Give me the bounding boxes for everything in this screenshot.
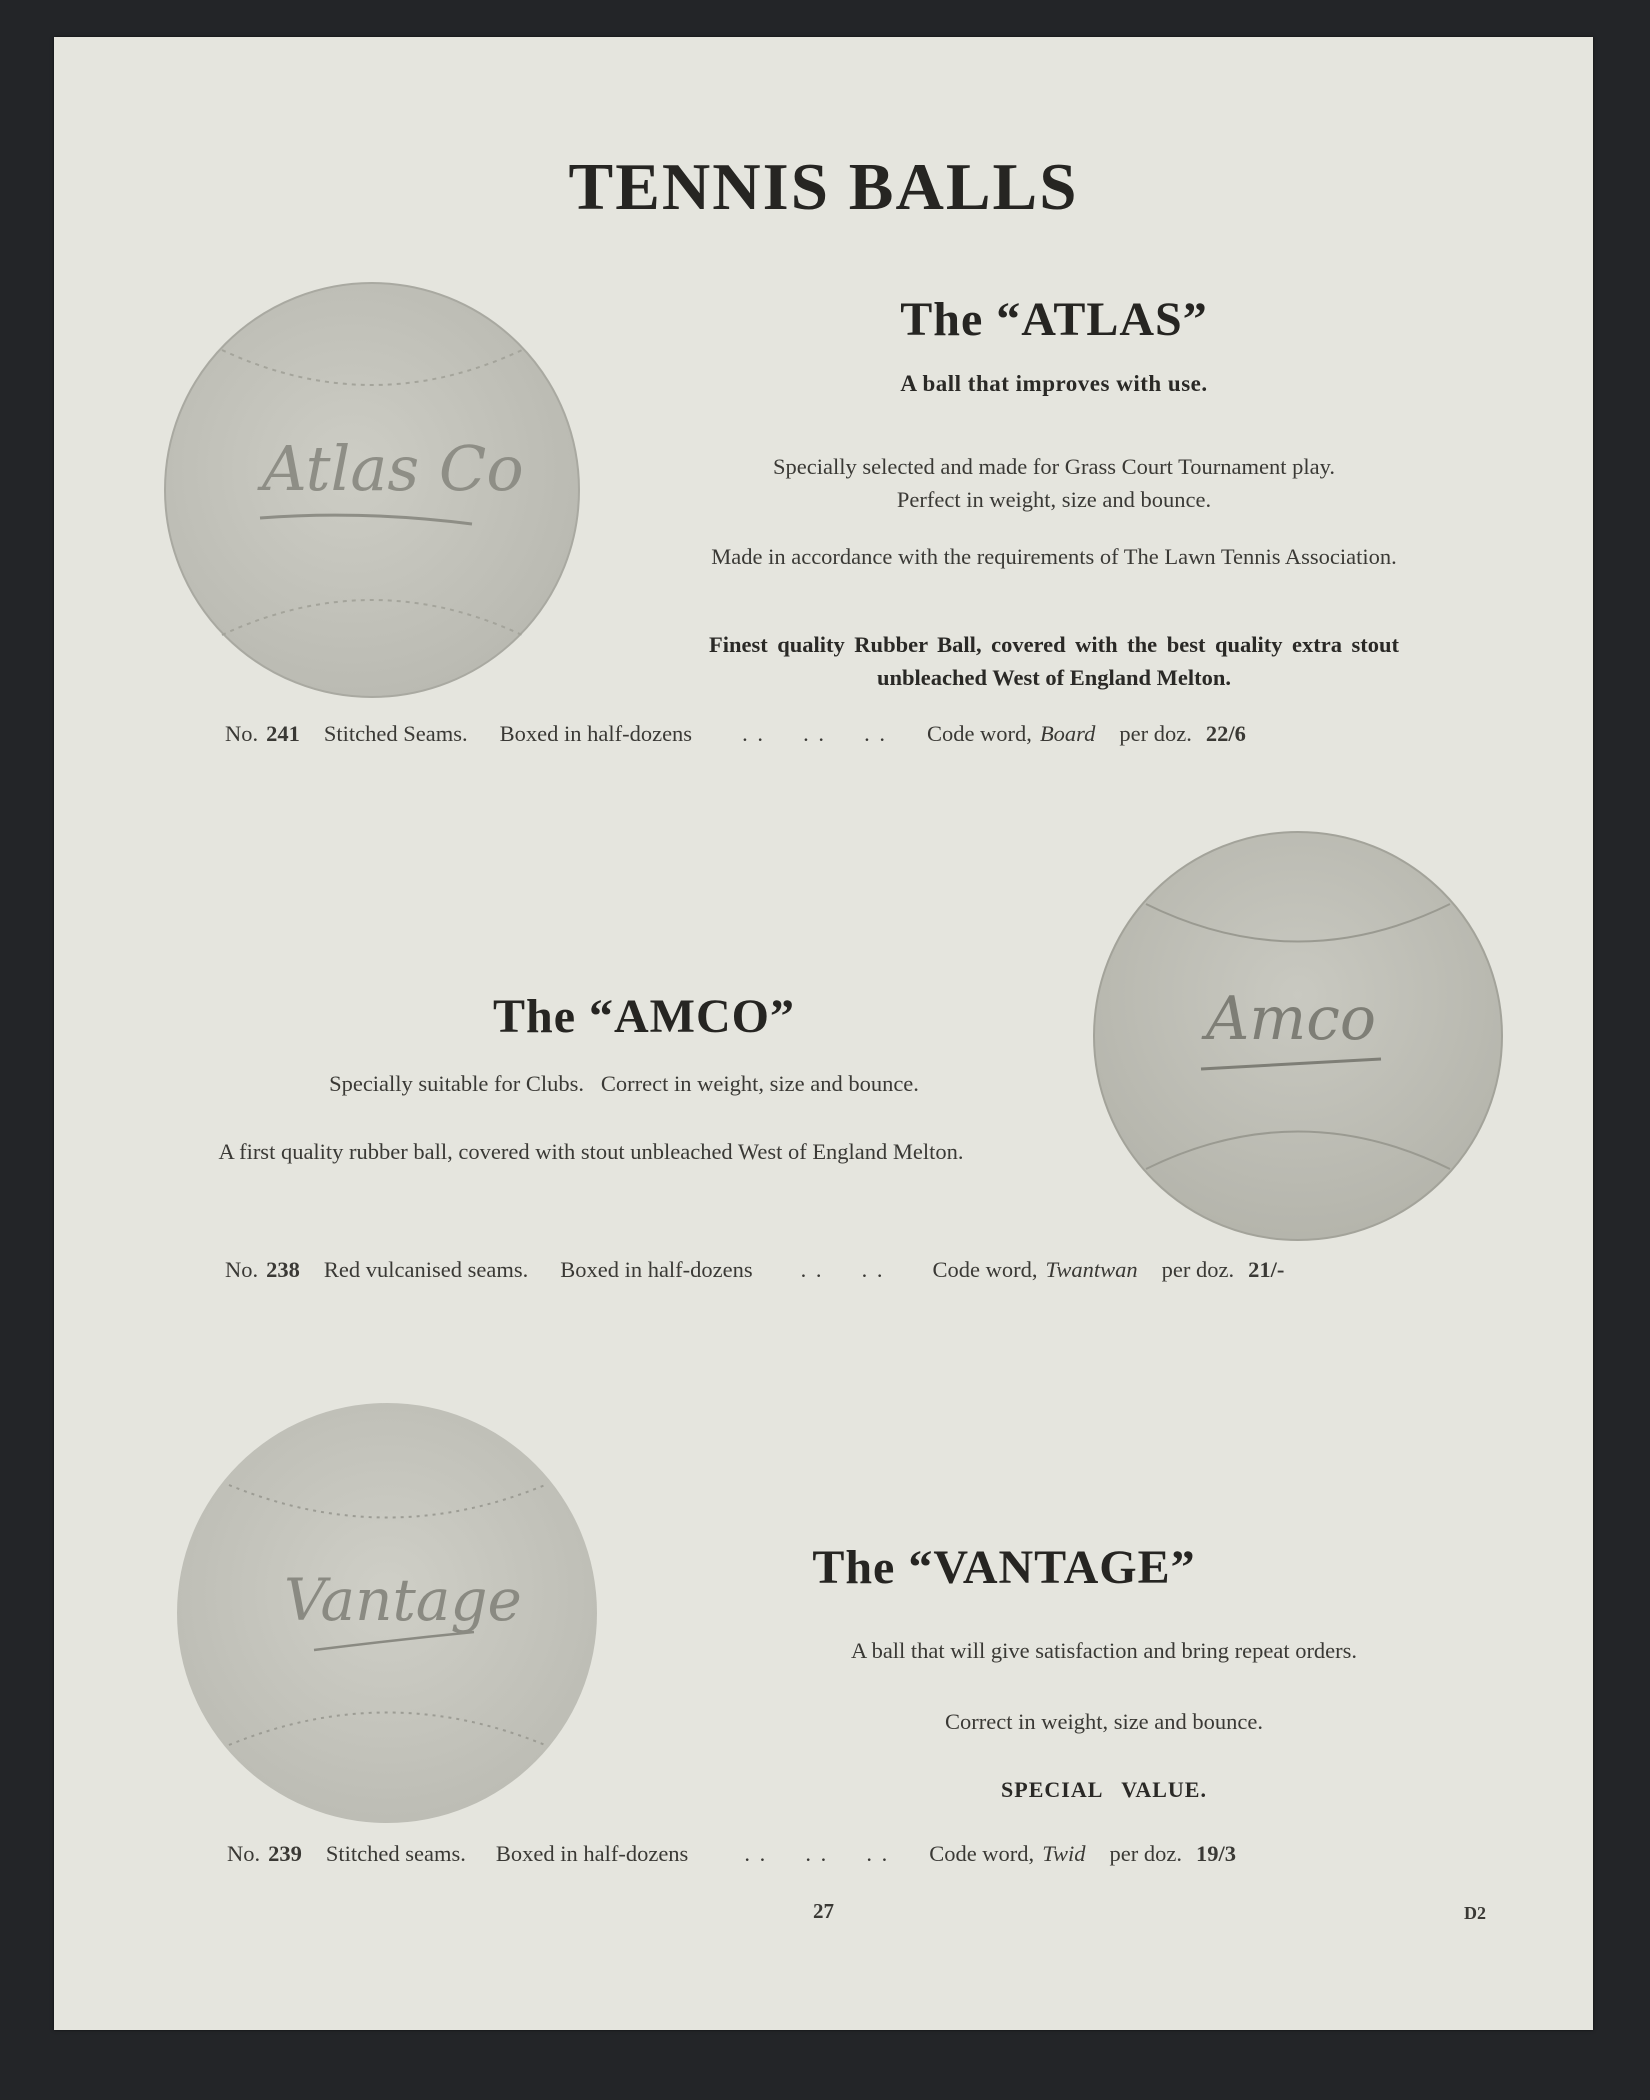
amco-no-label: No. — [225, 1257, 259, 1282]
vantage-price: 19/3 — [1196, 1841, 1237, 1866]
atlas-description-3: Finest quality Rubber Ball, covered with the best quality extra stout unbleached West of England Melton. — [709, 632, 1399, 690]
vantage-ball-image — [174, 1400, 600, 1826]
amco-description-2: A first quality rubber ball, covered with stout unbleached West of England Melton. — [218, 1139, 964, 1164]
amco-price: 21/- — [1248, 1257, 1285, 1282]
vantage-code-word: Twid — [1042, 1841, 1086, 1866]
vantage-description-2: Correct in weight, size and bounce. — [944, 1709, 1264, 1734]
vantage-spec-line — [227, 1841, 1236, 1867]
atlas-seams: Stitched Seams. — [323, 721, 468, 746]
atlas-ball-script: Atlas Co — [262, 432, 524, 505]
amco-code-label: Code word, — [932, 1257, 1038, 1282]
amco-seams: Red vulcanised seams. — [323, 1257, 529, 1282]
vantage-dots: . . . . . . — [744, 1841, 890, 1866]
atlas-no-label: No. — [225, 721, 259, 746]
atlas-code-label: Code word, — [926, 721, 1032, 746]
vantage-seams: Stitched seams. — [325, 1841, 466, 1866]
atlas-description-1-line-1: Specially selected and made for Grass Court Tournament play. — [772, 454, 1335, 479]
amco-per-doz: per doz. — [1161, 1257, 1235, 1282]
amco-ball-script: Amco — [1206, 984, 1376, 1054]
amco-item-number: 238 — [266, 1257, 300, 1282]
atlas-dots: . . . . . . — [742, 721, 887, 746]
page-title: TENNIS BALLS — [568, 150, 1079, 224]
vantage-boxed: Boxed in half-dozens — [495, 1841, 689, 1866]
vantage-item-number: 239 — [268, 1841, 302, 1866]
vantage-description-1: A ball that will give satisfaction and bring repeat orders. — [850, 1638, 1358, 1663]
amco-boxed: Boxed in half-dozens — [560, 1257, 753, 1282]
page-number: 27 — [813, 1899, 834, 1923]
atlas-spec-line — [225, 721, 1246, 747]
amco-ball-image — [1091, 829, 1505, 1243]
atlas-per-doz: per doz. — [1119, 721, 1192, 746]
vantage-no-label: No. — [227, 1841, 261, 1866]
atlas-boxed: Boxed in half-dozens — [499, 721, 693, 746]
amco-description-1: Specially suitable for Clubs. Correct in weight, size and bounce. — [329, 1071, 919, 1096]
atlas-price: 22/6 — [1205, 721, 1246, 746]
vantage-ball-script: Vantage — [284, 1566, 522, 1634]
atlas-description-1-line-2: Perfect in weight, size and bounce. — [896, 487, 1212, 512]
vantage-code-label: Code word, — [929, 1841, 1035, 1866]
amco-title: The “AMCO” — [493, 990, 795, 1043]
amco-dots: . . . . — [800, 1257, 885, 1282]
atlas-description-2: Made in accordance with the requirements of The Lawn Tennis Association. — [711, 544, 1397, 569]
amco-spec-line — [225, 1257, 1284, 1283]
atlas-item-number: 241 — [266, 721, 300, 746]
atlas-code-word: Board — [1039, 721, 1096, 746]
vantage-per-doz: per doz. — [1109, 1841, 1183, 1866]
vantage-title: The “VANTAGE” — [812, 1541, 1196, 1594]
atlas-description-1 — [654, 450, 1454, 516]
signature-mark: D2 — [1464, 1903, 1486, 1923]
atlas-title: The “ATLAS” — [900, 293, 1208, 346]
atlas-tagline: A ball that improves with use. — [900, 371, 1208, 396]
amco-code-word: Twantwan — [1045, 1257, 1138, 1282]
catalogue-page — [54, 37, 1593, 2030]
vantage-special-value: SPECIAL VALUE. — [1001, 1777, 1207, 1802]
atlas-ball-image — [162, 280, 582, 700]
